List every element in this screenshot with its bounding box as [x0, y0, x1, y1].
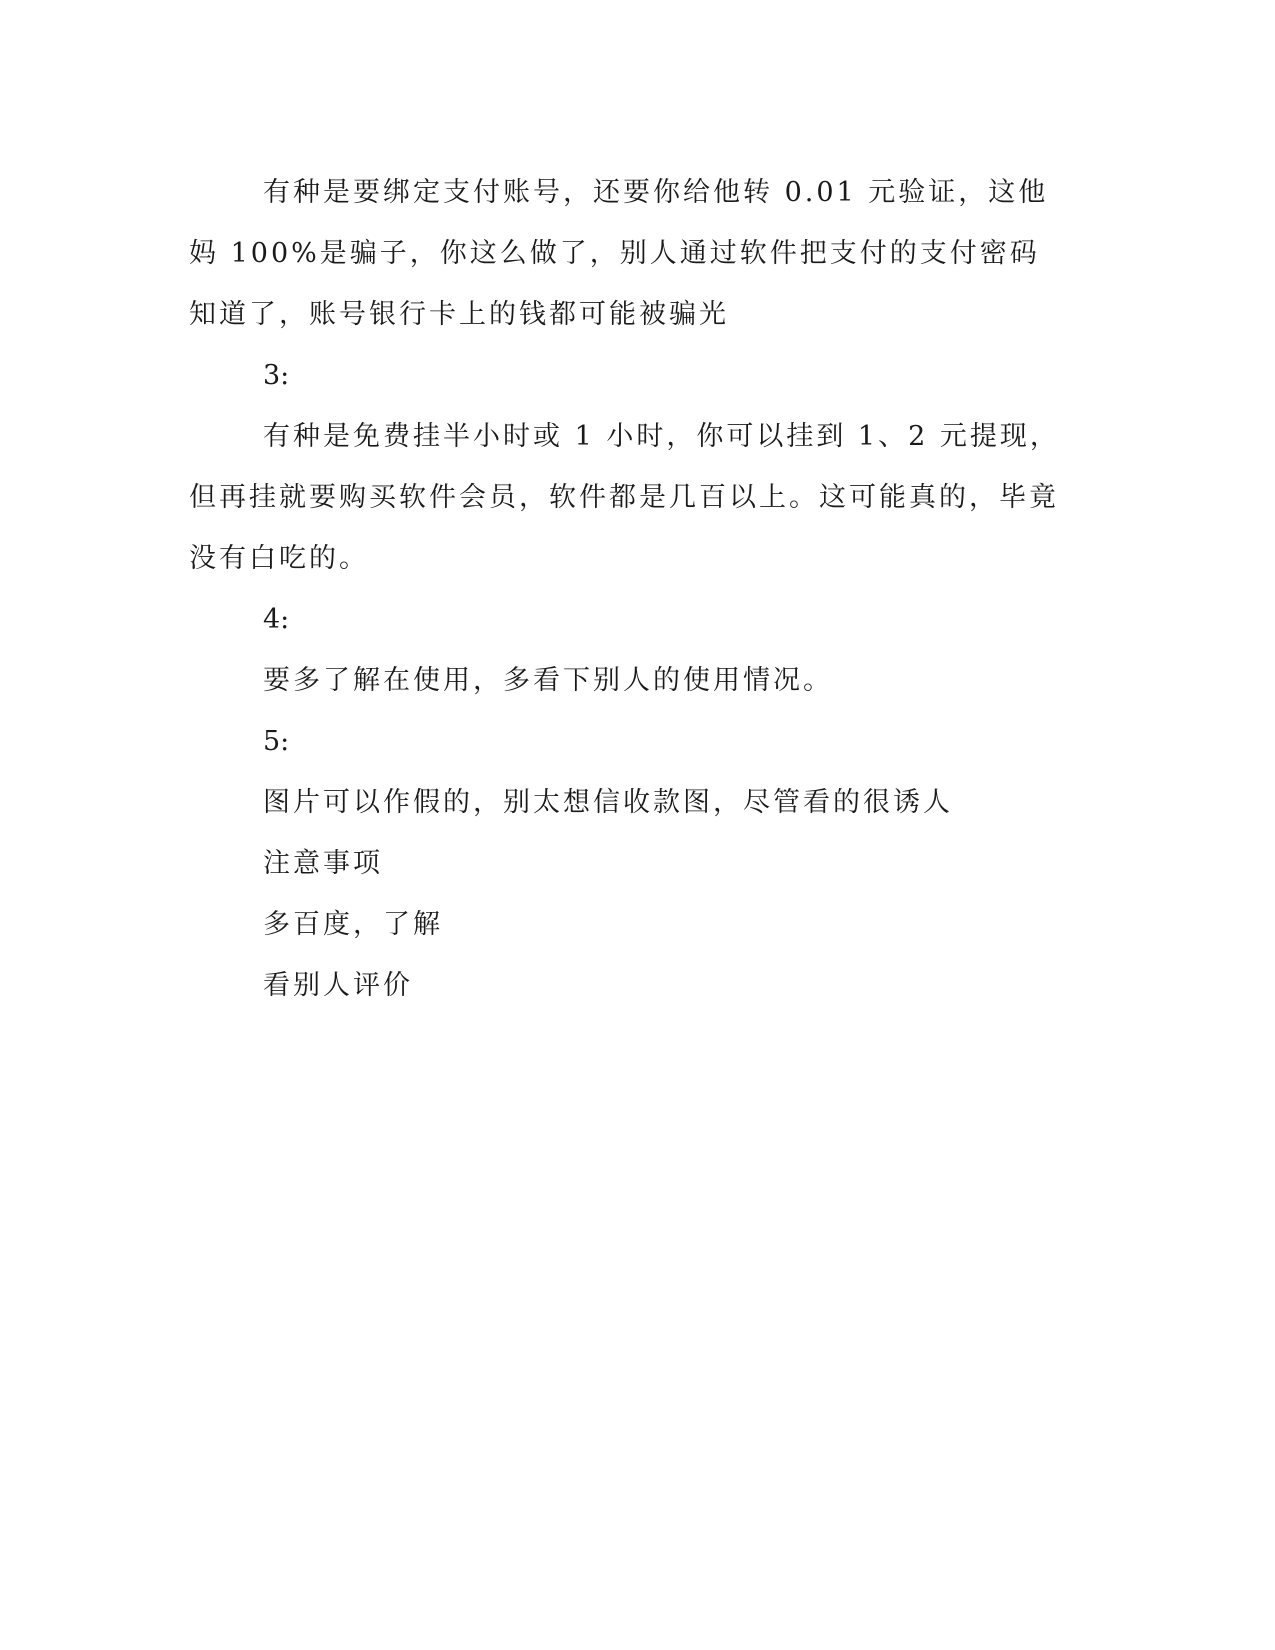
- item-number-5: 5:: [263, 726, 290, 757]
- heading-precautions: 注意事项: [263, 848, 383, 879]
- paragraph-search-more: 多百度，了解: [263, 909, 443, 940]
- paragraph-payment-scam: 有种是要绑定支付账号，还要你给他转 0.01 元验证，这他妈 100%是骗子，你这么做了，别人通过软件把支付的支付密码知道了，账号银行卡上的钱都可能被骗光: [189, 177, 1049, 330]
- document-body: [189, 162, 1069, 1016]
- item-number-4: 4:: [263, 604, 290, 635]
- paragraph-fake-images: 图片可以作假的，别太想信收款图，尽管看的很诱人: [263, 787, 953, 818]
- item-number-3: 3:: [263, 360, 290, 391]
- paragraph-learn-usage: 要多了解在使用，多看下别人的使用情况。: [263, 665, 833, 696]
- paragraph-read-reviews: 看别人评价: [263, 970, 413, 1001]
- paragraph-free-trial: 有种是免费挂半小时或 1 小时，你可以挂到 1、2 元提现，但再挂就要购买软件会员，软件都是几百以上。这可能真的，毕竟没有白吃的。: [189, 421, 1060, 574]
